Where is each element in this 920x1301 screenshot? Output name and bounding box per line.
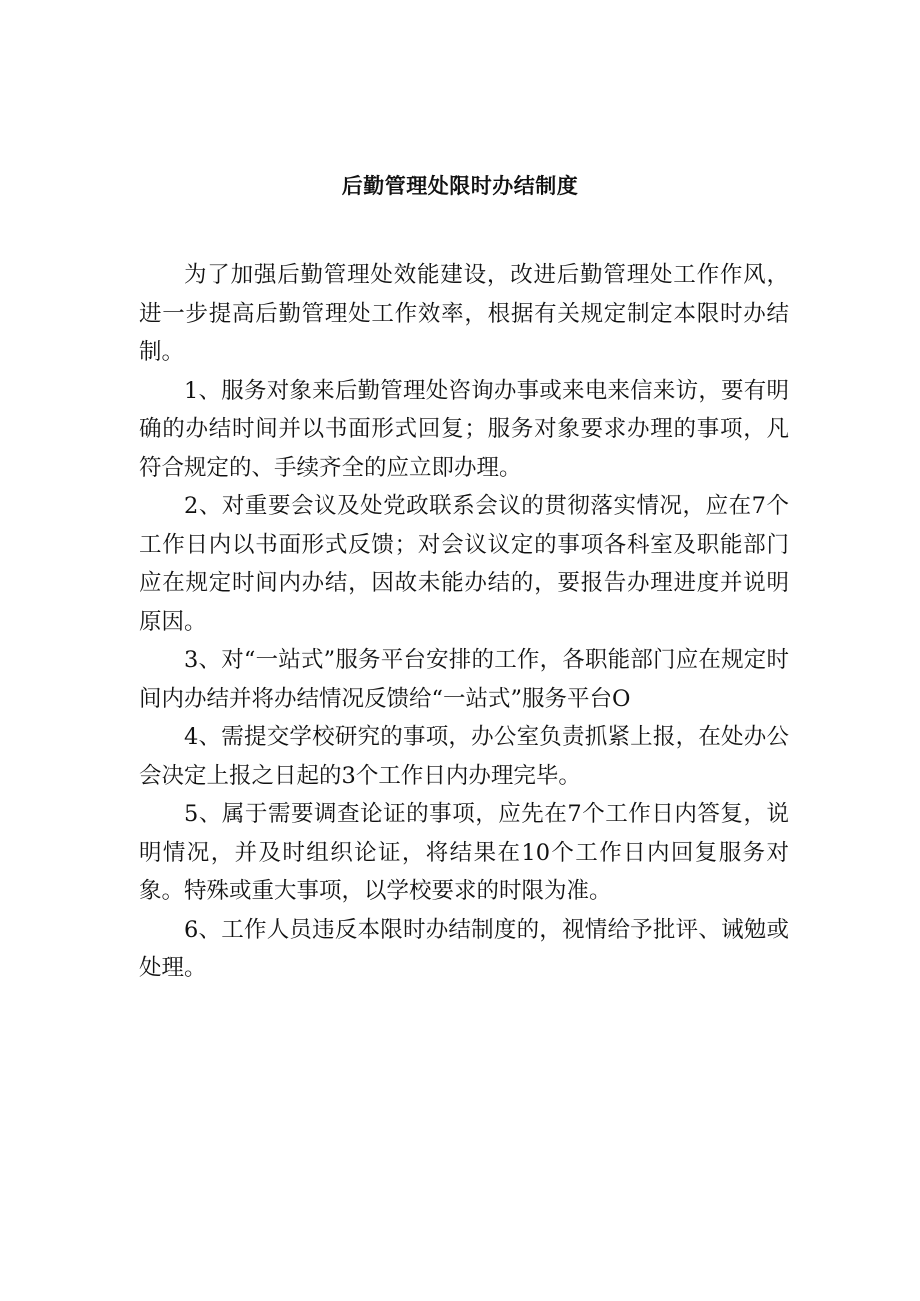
document-body	[139, 256, 789, 988]
paragraph-item-5: 5、属于需要调查论证的事项，应先在7个工作日内答复，说明情况，并及时组织论证，将结果在10个工作日内回复服务对象。特殊或重大事项，以学校要求的时限为准。	[139, 801, 789, 904]
paragraph-item-1: 1、服务对象来后勤管理处咨询办事或来电来信来访，要有明确的办结时间并以书面形式回复；服务对象要求办理的事项，凡符合规定的、手续齐全的应立即办理。	[139, 377, 789, 481]
paragraph-item-6: 6、工作人员违反本限时办结制度的，视情给予批评、诫勉或处理。	[139, 916, 789, 981]
paragraph-item-3: 3、对“一站式”服务平台安排的工作，各职能部门应在规定时间内办结并将办结情况反馈给“一站式”服务平台O	[139, 647, 789, 712]
paragraph-intro: 为了加强后勤管理处效能建设，改进后勤管理处工作作风，进一步提高后勤管理处工作效率，根据有关规定制定本限时办结制。	[139, 262, 789, 365]
paragraph-item-2: 2、对重要会议及处党政联系会议的贯彻落实情况，应在7个工作日内以书面形式反馈；对会议议定的事项各科室及职能部门应在规定时间内办结，因故未能办结的，要报告办理进度并说明原因。	[139, 493, 789, 635]
document-title: 后勤管理处限时办结制度	[341, 173, 579, 198]
paragraph-item-4: 4、需提交学校研究的事项，办公室负责抓紧上报，在处办公会决定上报之日起的3个工作日内办理完毕。	[139, 724, 789, 789]
